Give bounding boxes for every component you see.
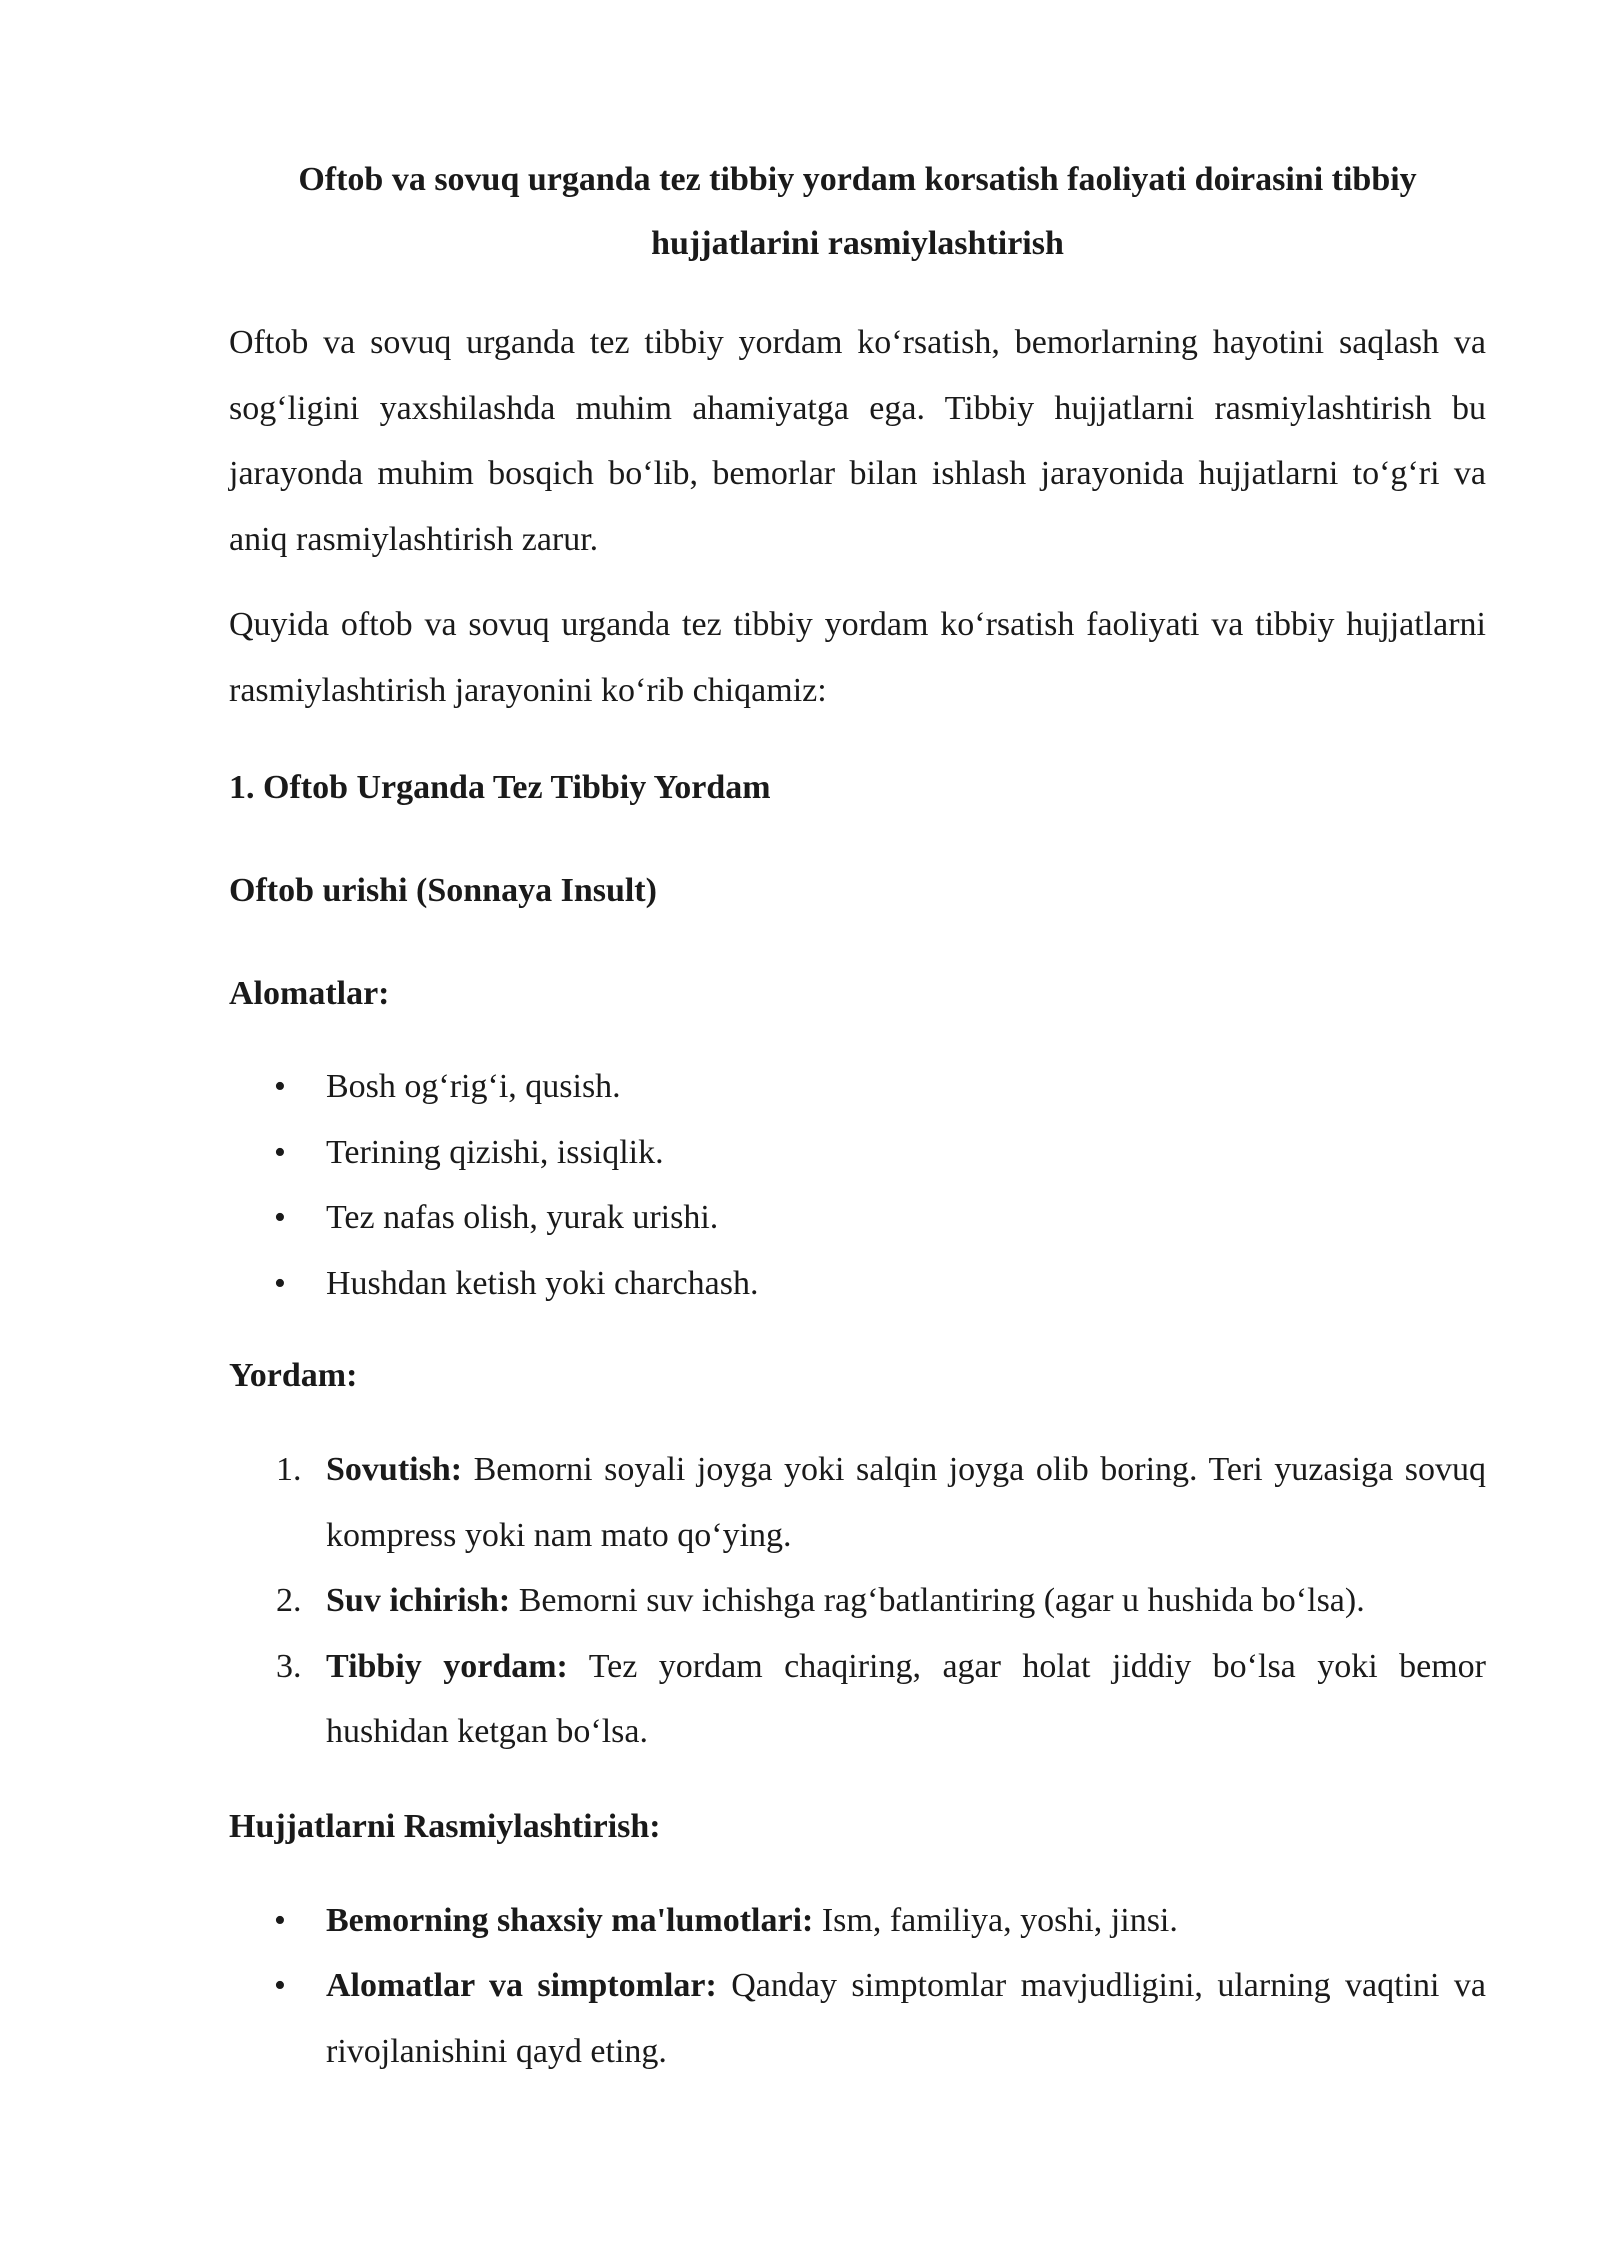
symptom-text: Hushdan ketish yoki charchash. <box>326 1264 759 1302</box>
step-number: 3. <box>276 1647 302 1685</box>
step-term: Sovutish: <box>326 1451 463 1488</box>
section-heading: 1. Oftob Urganda Tez Tibbiy Yordam <box>229 769 771 806</box>
step-text: Tez yordam chaqiring, agar holat jiddiy bo‘lsa yoki bemor hushidan ketgan bo‘lsa. <box>326 1647 1486 1750</box>
list-item <box>229 1568 1486 1634</box>
docs-text: Ism, familiya, yoshi, jinsi. <box>813 1901 1178 1939</box>
docs-list <box>229 1888 1486 2085</box>
list-item <box>229 1437 1486 1568</box>
docs-term: Alomatlar va simptomlar: <box>326 1967 717 2004</box>
bullet-marker: • <box>274 1264 286 1302</box>
document-page <box>229 148 1486 2084</box>
bullet-marker: • <box>274 1901 286 1939</box>
step-term: Tibbiy yordam: <box>326 1647 568 1685</box>
symptoms-list <box>229 1054 1486 1316</box>
help-steps-list <box>229 1437 1486 1765</box>
symptoms-heading: Alomatlar: <box>229 975 390 1012</box>
symptom-text: Bosh og‘rig‘i, qusish. <box>326 1068 621 1105</box>
list-item <box>229 1634 1486 1765</box>
list-item <box>229 1054 1486 1120</box>
list-item <box>229 1120 1486 1186</box>
step-number: 2. <box>276 1582 302 1619</box>
step-text: Bemorni suv ichishga rag‘batlantiring (agar u hushida bo‘lsa). <box>510 1582 1365 1619</box>
docs-heading: Hujjatlarni Rasmiylashtirish: <box>229 1807 661 1845</box>
step-number: 1. <box>276 1451 302 1488</box>
symptom-text: Tez nafas olish, yurak urishi. <box>326 1199 719 1236</box>
symptom-text: Terining qizishi, issiqlik. <box>326 1133 664 1171</box>
list-item <box>229 1251 1486 1317</box>
step-text: Bemorni soyali joyga yoki salqin joyga olib boring. Teri yuzasiga sovuq kompress yoki nam mato qo‘ying. <box>326 1451 1486 1554</box>
bullet-marker: • <box>274 1133 286 1171</box>
list-item <box>229 1953 1486 2084</box>
document-title: Oftob va sovuq urganda tez tibbiy yordam korsatish faoliyati doirasini tibbiy hujjatlarini rasmiylashtirish <box>298 161 1417 262</box>
docs-term: Bemorning shaxsiy ma'lumotlari: <box>326 1901 814 1939</box>
subsection-heading: Oftob urishi (Sonnaya Insult) <box>229 872 657 909</box>
list-item <box>229 1888 1486 1954</box>
list-item <box>229 1185 1486 1251</box>
step-term: Suv ichirish: <box>326 1582 511 1619</box>
bullet-marker: • <box>274 1199 286 1236</box>
bullet-marker: • <box>274 1068 286 1105</box>
docs-text: Qanday simptomlar mavjudligini, ularning vaqtini va rivojlanishini qayd eting. <box>326 1967 1486 2070</box>
help-heading: Yordam: <box>229 1357 358 1394</box>
intro-paragraph: Oftob va sovuq urganda tez tibbiy yordam ko‘rsatish, bemorlarning hayotini saqlash va sog‘ligini yaxshilashda muhim ahamiyatga ega. Tibbiy hujjatlarni rasmiylashtirish bu jarayonda muhim bosqich bo‘lib, bemorlar bilan ishlash jarayonida hujjatlarni to‘g‘ri va aniq rasmiylashtirish zarur. <box>229 324 1486 558</box>
overview-paragraph: Quyida oftob va sovuq urganda tez tibbiy yordam ko‘rsatish faoliyati va tibbiy hujjatlarni rasmiylashtirish jarayonini ko‘rib chiqamiz: <box>229 606 1486 709</box>
bullet-marker: • <box>274 1967 286 2004</box>
